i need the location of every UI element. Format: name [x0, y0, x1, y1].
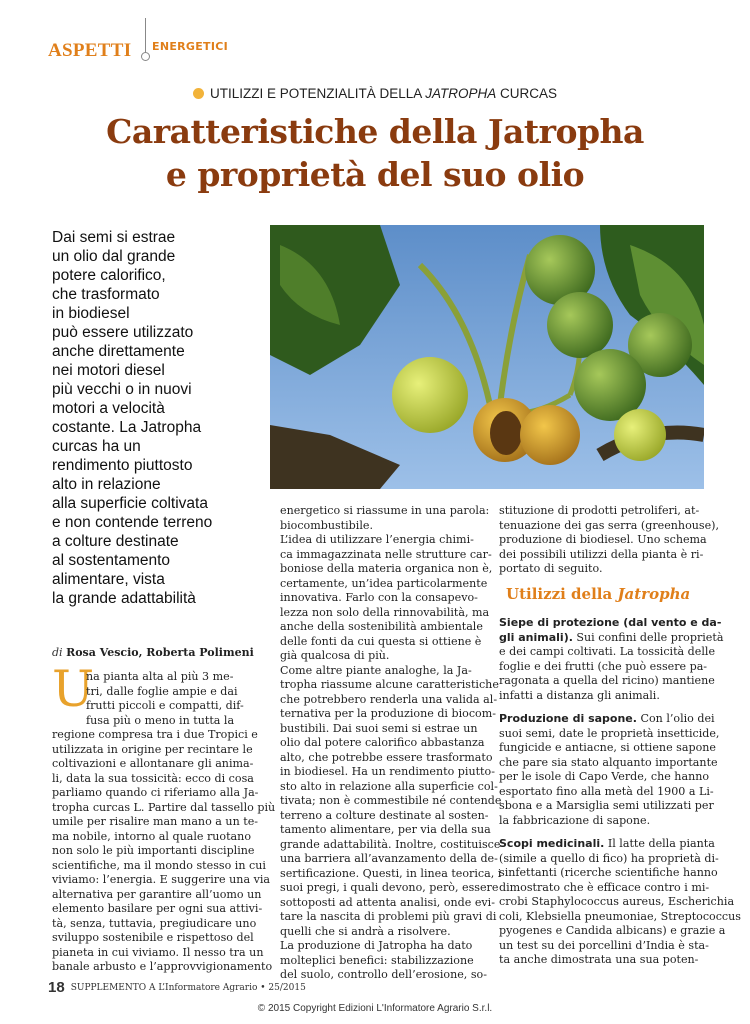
section-word-1: ASPETTI [48, 40, 132, 61]
lead-line: curcas ha un [52, 438, 141, 455]
lead-line: rendimento piuttosto [52, 457, 193, 474]
subheading [506, 585, 690, 603]
list-item-line: la fabbricazione di sapone. [499, 813, 651, 827]
kicker-text-italic: JATROPHA [425, 86, 497, 101]
list-item-line: ta anche dimostrata una sua poten- [499, 953, 699, 966]
footer-text: SUPPLEMENTO A L’Informatore Agrario • 25/2015 [70, 983, 306, 993]
body-column-3-list [499, 616, 741, 968]
col1-line: regione compresa tra i due Tropici e [52, 728, 258, 741]
col1-line: li, data la sua tossicità: ecco di cosa [52, 771, 254, 785]
kicker-text-post: CURCAS [496, 86, 558, 101]
col3-intro-line: dei possibili utilizzi della pianta è ri- [499, 547, 704, 561]
col1-line: na pianta alta al più 3 me- [86, 670, 234, 683]
list-item-title-line: Siepe di protezione (dal vento e da- [499, 616, 722, 629]
lead-line: la grande adattabilità [52, 590, 196, 607]
title-line-2: e proprietà del suo olio [165, 155, 585, 194]
col1-line: ma nobile, intorno al quale ruotano [52, 829, 251, 843]
list-item-line: foglie e dei frutti (che può essere pa- [499, 659, 708, 673]
bullet-dot-icon [193, 88, 204, 99]
col2-line: tivata; non è commestibile né contende [280, 794, 502, 807]
col2-line: sto alto in relazione alla superficie col- [280, 779, 498, 793]
title-line-1: Caratteristiche della Jatropha [106, 112, 644, 151]
col2-line: una barriera all’avanzamento della de- [280, 852, 498, 865]
col1-line: coltivazioni e allontanare gli anima- [52, 757, 254, 770]
list-item-line: coli, Klebsiella pneumoniae, Streptococcus [499, 909, 741, 923]
col1-line: elemento basilare per ogni sua attivi- [52, 902, 263, 915]
col2-line: L’idea di utilizzare l’energia chimi- [280, 533, 474, 546]
col2-line: già qualcosa di più. [280, 649, 390, 662]
col1-line: tà, senza, tuttavia, pregiudicare uno [52, 916, 257, 930]
lead-line: può essere utilizzato [52, 324, 194, 341]
lead-line: nei motori diesel [52, 362, 165, 379]
col1-line: alternativa per garantire all’uomo un [52, 887, 262, 901]
col2-line: innovativa. Farlo con la consapevo- [280, 591, 478, 604]
lead-line: e non contende terreno [52, 514, 213, 531]
list-item-line: dimostrato che è efficace contro i mi- [499, 880, 710, 894]
list-item-line: sbona e a Marsiglia semi utilizzati per [499, 799, 714, 812]
col2-line: quelli che si andrà a risolvere. [280, 924, 451, 938]
col2-line: grande adattabilità. Inoltre, costituisce [280, 837, 501, 851]
section-word-2: ENERGETICI [152, 40, 229, 53]
list-item-line: Scopi medicinali. Il latte della pianta [499, 837, 715, 850]
header-divider-dot [141, 52, 150, 61]
col1-line: sviluppo sostenibile e rispettoso del [52, 931, 254, 944]
col1-line: fusa più o meno in tutta la [86, 713, 235, 727]
col1-line: parliamo quando ci riferiamo alla Ja- [52, 786, 259, 799]
list-item-line: un test su dei porcellini d’India è sta- [499, 938, 709, 952]
col3-intro-line: tenuazione dei gas serra (greenhouse), [499, 518, 720, 532]
lead-line: in biodiesel [52, 305, 130, 322]
col2-line: suoi pregi, i quali devono, però, essere [280, 881, 499, 894]
byline [52, 646, 254, 659]
list-item-line: ragonata a quella del ricino) mantiene [499, 674, 715, 687]
col3-intro-line: stituzione di prodotti petroliferi, at- [499, 504, 700, 517]
lead-line: alla superficie coltivata [52, 495, 208, 512]
col1-line: tropha curcas L. Partire dal tassello più [52, 800, 276, 814]
col2-line: ca immagazzinata nelle strutture car- [280, 547, 492, 561]
list-item-line: per le isole di Capo Verde, che hanno [499, 770, 710, 783]
col1-line: pianeta in cui viviamo. Il nesso tra un [52, 945, 264, 959]
list-item-line: suoi semi, date le proprietà insetticide, [499, 726, 720, 740]
lead-line: a colture destinate [52, 533, 179, 550]
col3-intro-line: produzione di biodiesel. Uno schema [499, 533, 707, 546]
col2-line: che potrebbero renderla una valida al- [280, 692, 498, 706]
body-column-3-intro [499, 504, 720, 577]
page-footer [48, 979, 306, 996]
list-item-line: infatti a distanza gli animali. [499, 688, 660, 702]
lead-line: alto in relazione [52, 476, 161, 493]
lead-line: Dai semi si estrae [52, 229, 176, 246]
col1-line: tri, dalle foglie ampie e dai [86, 684, 238, 698]
col2-line: alto, che potrebbe essere trasformato [280, 750, 493, 764]
col2-line: tamento alimentare, per via della sua [280, 823, 491, 836]
byline-prefix: di [52, 646, 63, 659]
lead-line: che trasformato [52, 286, 160, 303]
body-column-1 [52, 670, 276, 975]
list-item-line: che pare sia stato alquanto importante [499, 755, 718, 769]
subheading-text: Utilizzi della [506, 585, 618, 603]
col2-line: tare la nascita di problemi più gravi di [280, 910, 497, 923]
col1-line: viviamo: l’energia. E suggerire una via [52, 873, 271, 886]
list-item-line: (simile a quello di fico) ha proprietà di- [499, 851, 719, 865]
lead-line: al sostentamento [52, 552, 171, 569]
list-item-line: sinfettanti (ricerche scientifiche hanno [499, 866, 718, 879]
col1-line: non solo le più importanti discipline [52, 844, 255, 857]
list-item-line: Produzione di sapone. Con l’olio dei [499, 712, 715, 725]
lead-line: costante. La Jatropha [52, 419, 202, 436]
page-number: 18 [48, 979, 65, 996]
col3-intro-line: portato di seguito. [499, 562, 603, 575]
col2-line: anche della sostenibilità ambientale [280, 620, 483, 633]
kicker-text-pre: UTILIZZI E POTENZIALITÀ DELLA [209, 86, 426, 101]
col2-line: bustibili. Dai suoi semi si estrae un [280, 721, 478, 735]
list-item-line: crobi Staphylococcus aureus, Escherichia [499, 895, 735, 908]
list-item-line: pyogenes e Candida albicans) e grazie a [499, 924, 726, 937]
lead-line: un olio dal grande [52, 248, 176, 265]
body-column-2 [280, 504, 502, 983]
col1-line: umile per risalire man mano a un te- [52, 815, 259, 828]
col1-line: scientifiche, ma il mondo stesso in cui [52, 858, 266, 872]
lead-line: più vecchi o in nuovi [52, 381, 192, 398]
col2-line: sottoposti ad attenta analisi, onde evi- [280, 895, 495, 909]
jatropha-fruit-photo [270, 225, 704, 489]
byline-authors: Rosa Vescio, Roberta Polimeni [66, 646, 254, 659]
col2-line: La produzione di Jatropha ha dato [280, 939, 473, 952]
col2-line: terreno a colture destinate al sosten- [280, 808, 489, 822]
list-item-line: e dei campi coltivati. La tossicità delle [499, 645, 716, 658]
drop-cap: U [52, 660, 95, 718]
col2-line: sertificazione. Questi, in linea teorica, i [280, 866, 502, 880]
subheading-italic: Jatropha [617, 585, 691, 603]
col2-line: in biodiesel. Ha un rendimento piutto- [280, 765, 495, 778]
col2-line: biocombustibile. [280, 518, 373, 532]
col1-line: utilizzata in origine per recintare le [52, 742, 253, 756]
kicker [0, 86, 750, 101]
lead-line: alimentare, vista [52, 571, 165, 588]
lead-line: potere calorifico, [52, 267, 166, 284]
col2-line: boniose della materia organica non è, [280, 562, 493, 575]
col2-line: certamente, un’idea particolarmente [280, 576, 488, 590]
col2-line: olio dal potere calorifico abbastanza [280, 736, 485, 749]
lead-line: motori a velocità [52, 400, 165, 417]
copyright-notice: © 2015 Copyright Edizioni L'Informatore Agrario S.r.l. [257, 1003, 493, 1014]
col2-line: del suolo, controllo dell’erosione, so- [280, 968, 487, 981]
col2-line: molteplici benefici: stabilizzazione [280, 953, 474, 967]
col2-line: ternativa per la produzione di biocom- [280, 707, 496, 720]
lead-paragraph [52, 228, 267, 608]
col1-line: banale arbusto e l’approvvigionamento [52, 960, 273, 973]
list-item-line: gli animali). Sui confini delle proprietà [499, 630, 724, 644]
article-title [30, 110, 720, 196]
list-item-line: esportato fino alla metà del 1900 a Li- [499, 784, 714, 798]
col1-line: frutti piccoli e compatti, dif- [86, 699, 244, 712]
col2-line: lezza non solo della rinnovabilità, ma [280, 605, 490, 619]
col2-line: delle fonti da cui questa si ottiene è [280, 634, 482, 648]
col2-line: energetico si riassume in una parola: [280, 504, 490, 517]
col2-line: Come altre piante analoghe, la Ja- [280, 663, 472, 677]
list-item-line: fungicide e antiacne, si ottiene sapone [499, 741, 716, 754]
lead-line: anche direttamente [52, 343, 185, 360]
col2-line: tropha riassume alcune caratteristiche [280, 678, 499, 691]
